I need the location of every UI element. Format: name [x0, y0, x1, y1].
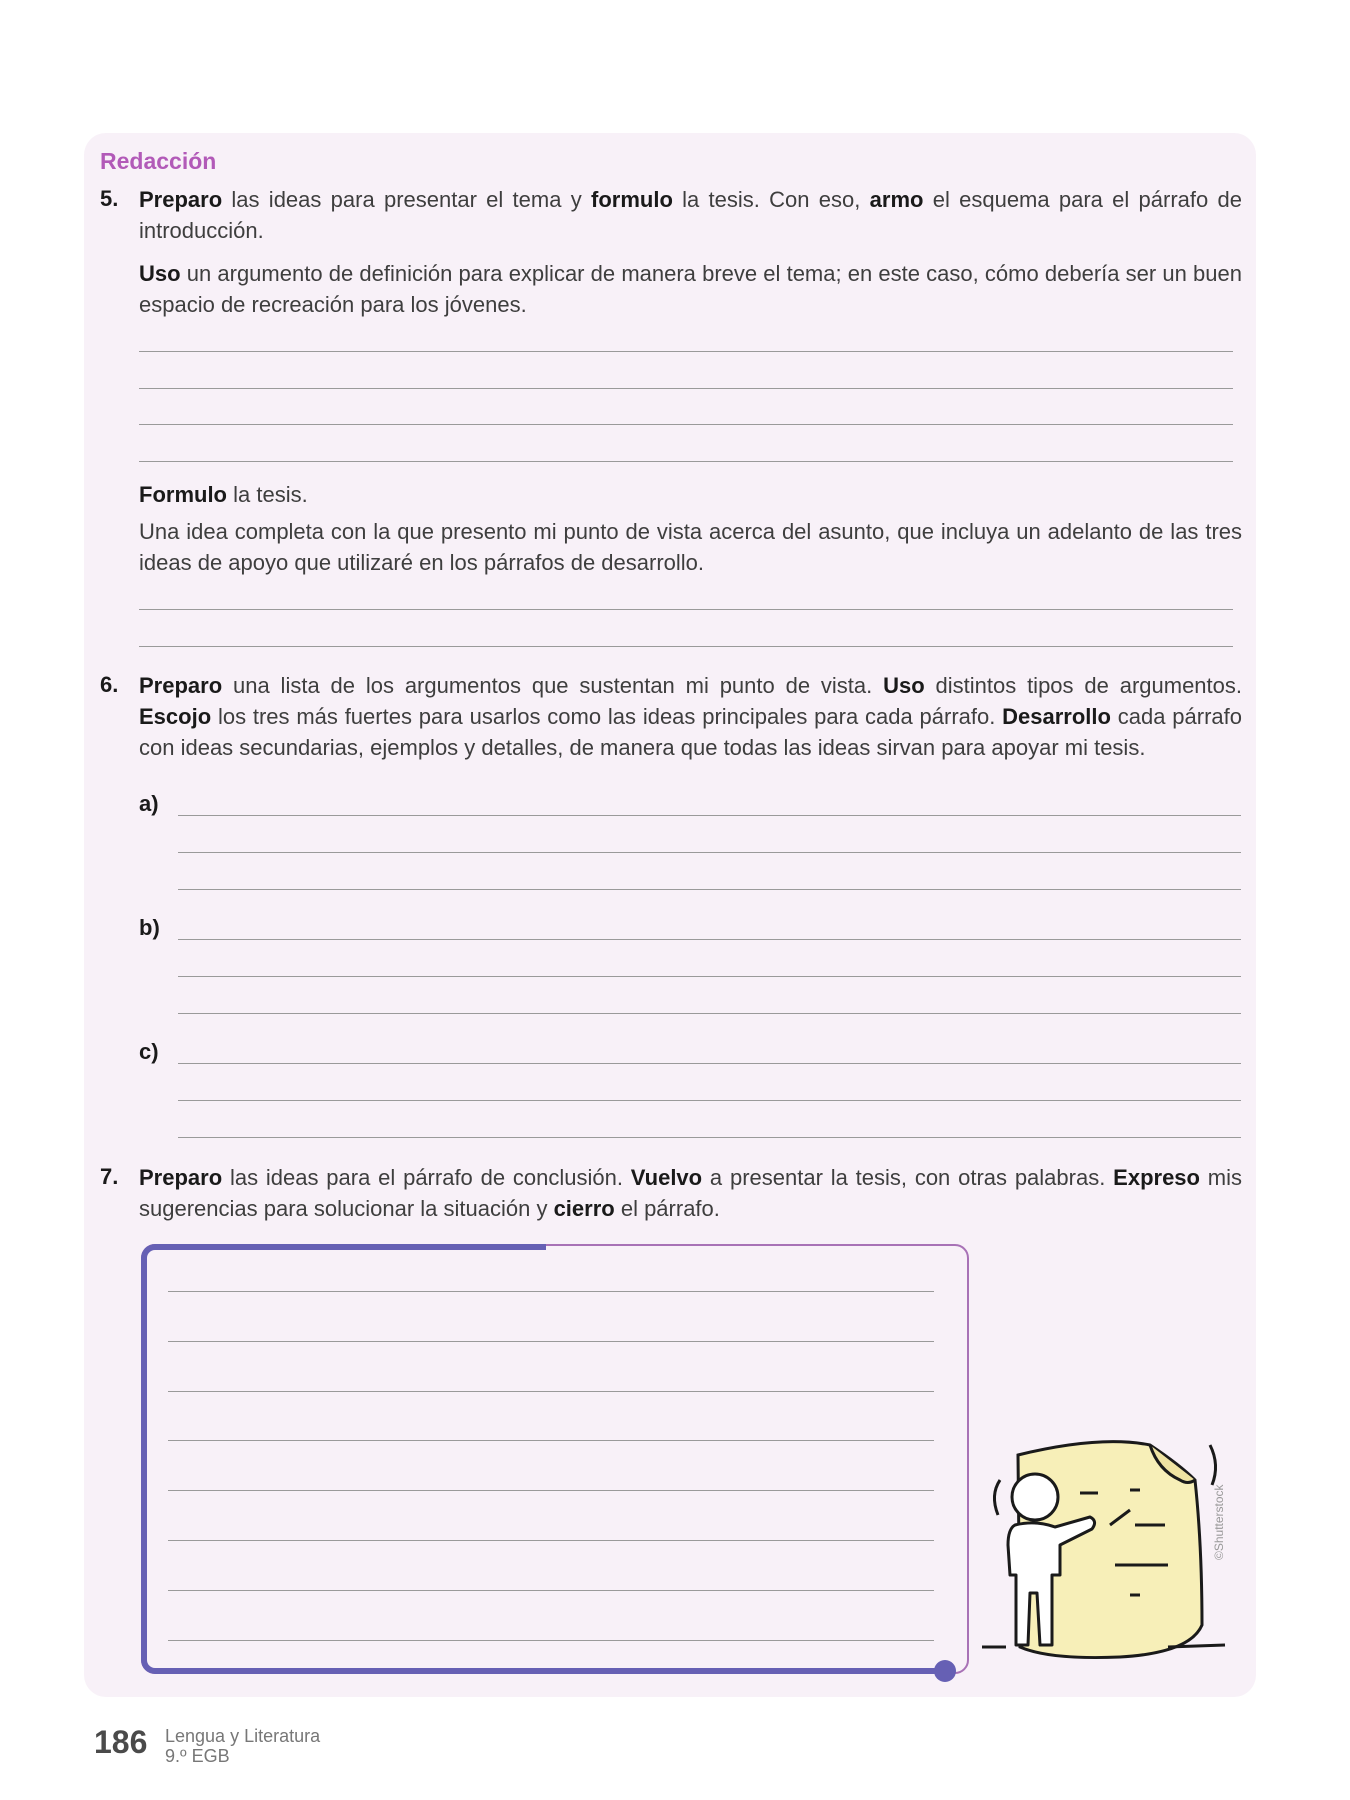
item-7-instruction: Preparo las ideas para el párrafo de conclusión. Vuelvo a presentar la tesis, con otras palabras. Expreso mis sugerencias para solucionar la situación y cierro el párrafo. — [139, 1165, 1243, 1221]
answer-line[interactable] — [139, 646, 1233, 647]
item-5-tesis-description: Una idea completa con la que presento mi punto de vista acerca del asunto, que incluya un adelanto de las tres ideas de apoyo que utilizaré en los párrafos de desarrollo. — [139, 519, 1242, 575]
item-5-instruction: Preparo las ideas para presentar el tema y formulo la tesis. Con eso, armo el esquema para el párrafo de introducción. — [139, 187, 1243, 243]
item-5-uso-instruction: Uso un argumento de definición para explicar de manera breve el tema; en este caso, cómo debería ser un buen espacio de recreación para los jóvenes. — [139, 261, 1242, 317]
answer-line[interactable] — [178, 1013, 1241, 1014]
section-title: Redacción — [100, 148, 217, 174]
answer-line[interactable] — [168, 1391, 934, 1392]
answer-line[interactable] — [168, 1341, 934, 1342]
answer-line[interactable] — [139, 424, 1233, 425]
box-corner-dot — [934, 1660, 956, 1682]
footer-grade: 9.º EGB — [165, 1746, 230, 1766]
answer-line[interactable] — [139, 351, 1233, 352]
option-label-c: c) — [139, 1039, 159, 1064]
answer-line[interactable] — [168, 1490, 934, 1491]
illustration-credit: ©Shutterstock — [1212, 1484, 1226, 1560]
answer-line[interactable] — [178, 939, 1241, 940]
answer-line[interactable] — [168, 1540, 934, 1541]
option-label-b: b) — [139, 915, 160, 940]
item-7-number: 7. — [100, 1164, 119, 1189]
footer-subject: Lengua y Literatura — [165, 1726, 321, 1746]
option-label-a: a) — [139, 791, 159, 816]
answer-line[interactable] — [139, 388, 1233, 389]
answer-line[interactable] — [168, 1590, 934, 1591]
box-frame-accent-bottom — [510, 1668, 945, 1674]
answer-line[interactable] — [178, 852, 1241, 853]
answer-line[interactable] — [168, 1291, 934, 1292]
answer-line[interactable] — [139, 609, 1233, 610]
item-5-number: 5. — [100, 186, 119, 211]
answer-line[interactable] — [139, 461, 1233, 462]
answer-line[interactable] — [168, 1640, 934, 1641]
answer-line[interactable] — [178, 815, 1241, 816]
answer-line[interactable] — [178, 1063, 1241, 1064]
answer-line[interactable] — [178, 1100, 1241, 1101]
item-5-formulo-heading: Formulo la tesis. — [139, 482, 308, 507]
answer-line[interactable] — [178, 889, 1241, 890]
answer-line[interactable] — [178, 976, 1241, 977]
item-6-instruction: Preparo una lista de los argumentos que sustentan mi punto de vista. Uso distintos tipos de argumentos. Escojo los tres más fuertes para usarlos como las ideas principales para cada párrafo. Desarrollo cada párrafo con ideas secundarias, ejemplos y detalles, de manera que todas las ideas sirvan para apoyar mi tesis. — [139, 673, 1242, 760]
answer-line[interactable] — [178, 1137, 1241, 1138]
box-frame-accent — [141, 1244, 546, 1674]
page-number: 186 — [94, 1724, 148, 1760]
presenter-illustration — [980, 1425, 1235, 1670]
item-6-number: 6. — [100, 672, 119, 697]
answer-line[interactable] — [168, 1440, 934, 1441]
